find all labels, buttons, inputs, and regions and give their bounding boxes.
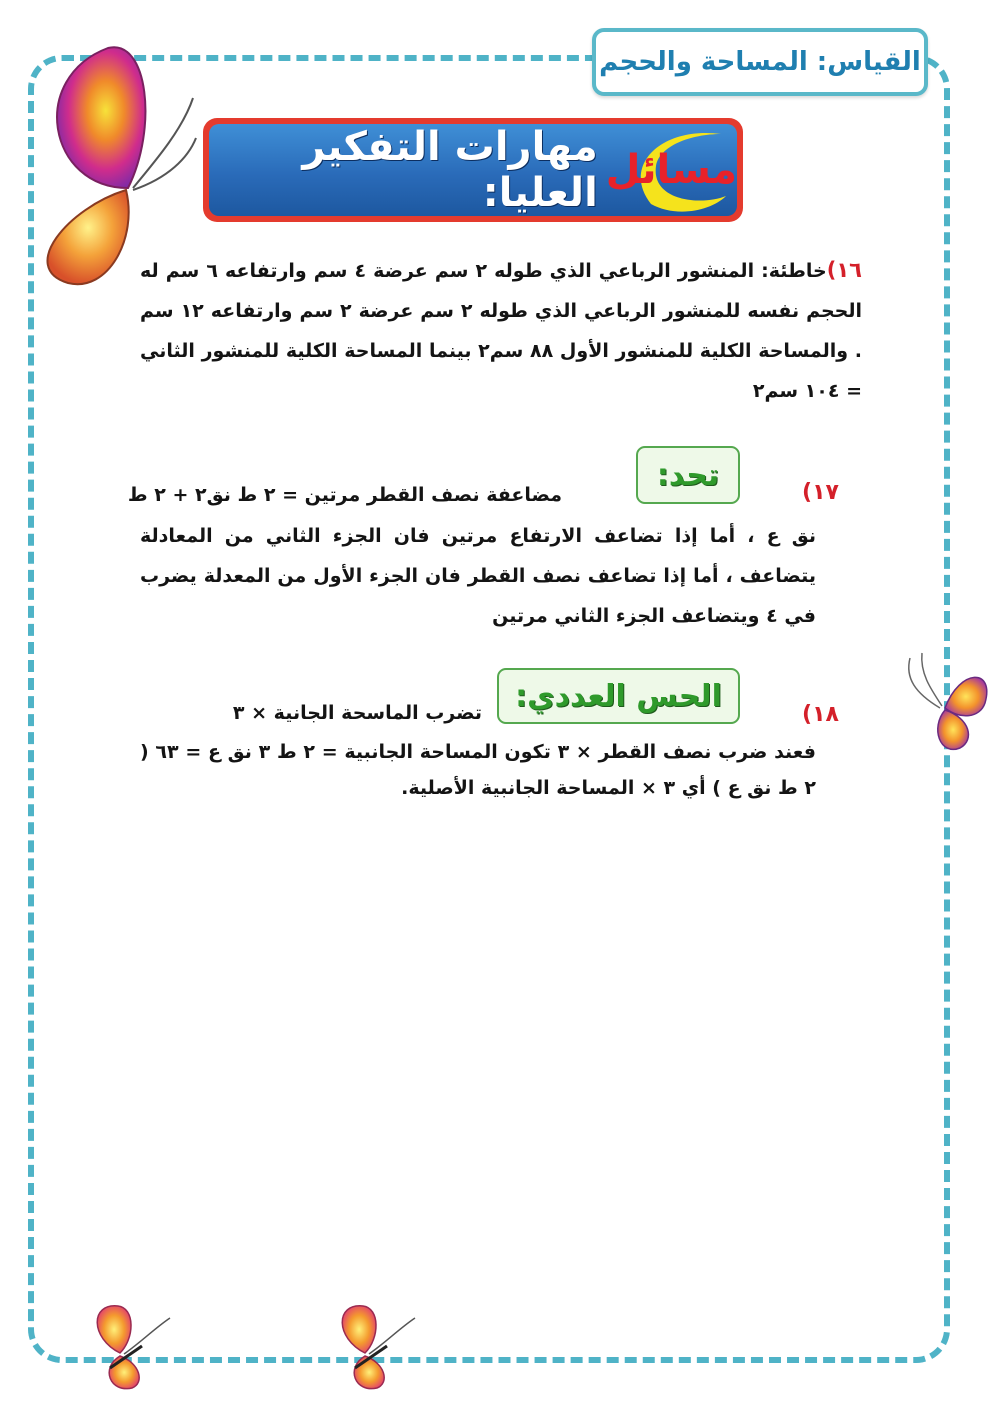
problem-number: ١٧) xyxy=(802,480,839,505)
problem-first-line: تضرب الماسحة الجانية × ٣ xyxy=(232,702,482,724)
topic-header xyxy=(592,28,928,96)
banner-inner xyxy=(209,124,737,216)
banner-title: مهارات التفكير العليا: xyxy=(302,124,598,216)
challenge-tag xyxy=(636,446,740,504)
problem-number: ١٦) xyxy=(826,258,862,282)
butterfly-icon xyxy=(325,1298,421,1396)
problem-16 xyxy=(140,250,862,411)
butterfly-icon xyxy=(900,648,992,760)
problem-18-text: فعند ضرب نصف القطر × ٣ تكون المساحة الجانبية = ٢ ط ٣ نق ع = ٦٣ ( ٢ ط نق ع ) أي ٣ × المساحة الجانبية الأصلية. xyxy=(140,741,816,799)
banner-word-red: مسائل xyxy=(605,147,737,193)
butterfly-icon xyxy=(80,1298,176,1396)
number-sense-tag-label: الحس العددي: xyxy=(515,678,722,714)
problem-first-line: مضاعفة نصف القطر مرتين = ٢ ط نق٢ + ٢ ط xyxy=(127,484,562,506)
problem-text: خاطئة: المنشور الرباعي الذي طوله ٢ سم عرضة ٤ سم وارتفاعه ٦ سم له الحجم نفسه للمنشور الرباعي الذي طوله ٢ سم عرضة ٢ سم وارتفاعه ١٢ سم . والمساحة الكلية للمنشور الأول ٨٨ سم٢ بينما المساحة الكلية للمنشور الثاني = ١٠٤ سم٢ xyxy=(140,260,863,402)
topic-title: القياس: المساحة والحجم xyxy=(599,47,921,77)
number-sense-tag xyxy=(497,668,740,724)
problem-number: ١٨) xyxy=(802,702,839,727)
section-banner xyxy=(203,118,743,222)
problem-17-text: نق ع ، أما إذا تضاعف الارتفاع مرتين فان الجزء الثاني من المعادلة يتضاعف ، أما إذا تضاعف نصف القطر فان الجزء الأول من المعدلة يضرب في ٤ ويتضاعف الجزء الثاني مرتين xyxy=(140,525,816,627)
challenge-tag-label: تحد: xyxy=(656,457,720,493)
